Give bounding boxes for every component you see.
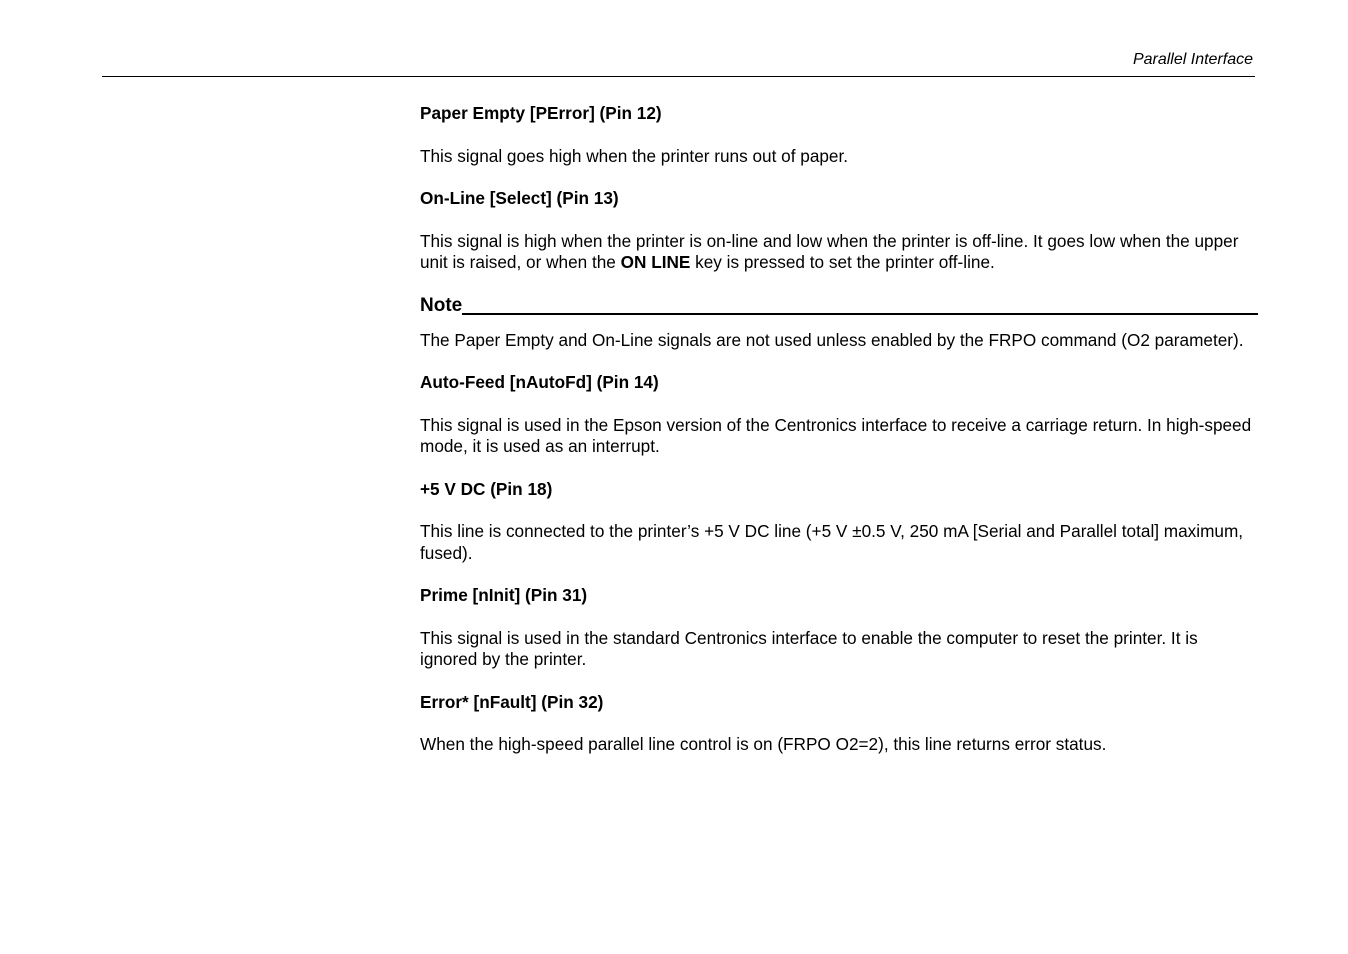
running-header: Parallel Interface (1132, 51, 1253, 68)
page-content (420, 103, 1255, 777)
section-heading-error: Error* [nFault] (Pin 32) (420, 691, 604, 712)
note-body: The Paper Empty and On-Line signals are not used unless enabled by the FRPO command (O2 parameter). (420, 329, 1244, 350)
section-heading-prime: Prime [nInit] (Pin 31) (420, 585, 588, 605)
section-body-paper-empty: This signal goes high when the printer runs out of paper. (420, 145, 849, 166)
section-heading-5v-dc: +5 V DC (Pin 18) (420, 478, 553, 499)
section-body-on-line (420, 231, 1255, 274)
header-rule (102, 76, 1255, 77)
section-body-5v-dc: This line is connected to the printer’s +5 V DC line (+5 V ±0.5 V, 250 mA [Serial and Parallel total] maximum, fused). (420, 521, 1244, 563)
section-heading-paper-empty: Paper Empty [PError] (Pin 12) (420, 103, 662, 123)
note-heading (420, 295, 1258, 317)
on-line-body-text-1: This signal is high when the printer is on-line and low when the printer is off-line. It goes low when the upper unit is raised, or when the (420, 230, 1239, 272)
on-line-body-text-2: key is pressed to set the printer off-line. (690, 252, 995, 272)
section-heading-on-line: On-Line [Select] (Pin 13) (420, 188, 619, 208)
section-body-error: When the high-speed parallel line control is on (FRPO O2=2), this line returns error status. (420, 734, 1107, 754)
section-heading-auto-feed: Auto-Feed [nAutoFd] (Pin 14) (420, 372, 659, 392)
note-rule (462, 313, 1258, 315)
on-line-key-name: ON LINE (620, 252, 691, 272)
section-body-auto-feed: This signal is used in the Epson version of the Centronics interface to receive a carriage return. In high-speed mode, it is used as an interrupt. (420, 414, 1252, 456)
section-body-prime: This signal is used in the standard Centronics interface to enable the computer to reset the printer. It is ignored by the printer. (420, 627, 1198, 669)
note-label: Note (420, 294, 463, 316)
